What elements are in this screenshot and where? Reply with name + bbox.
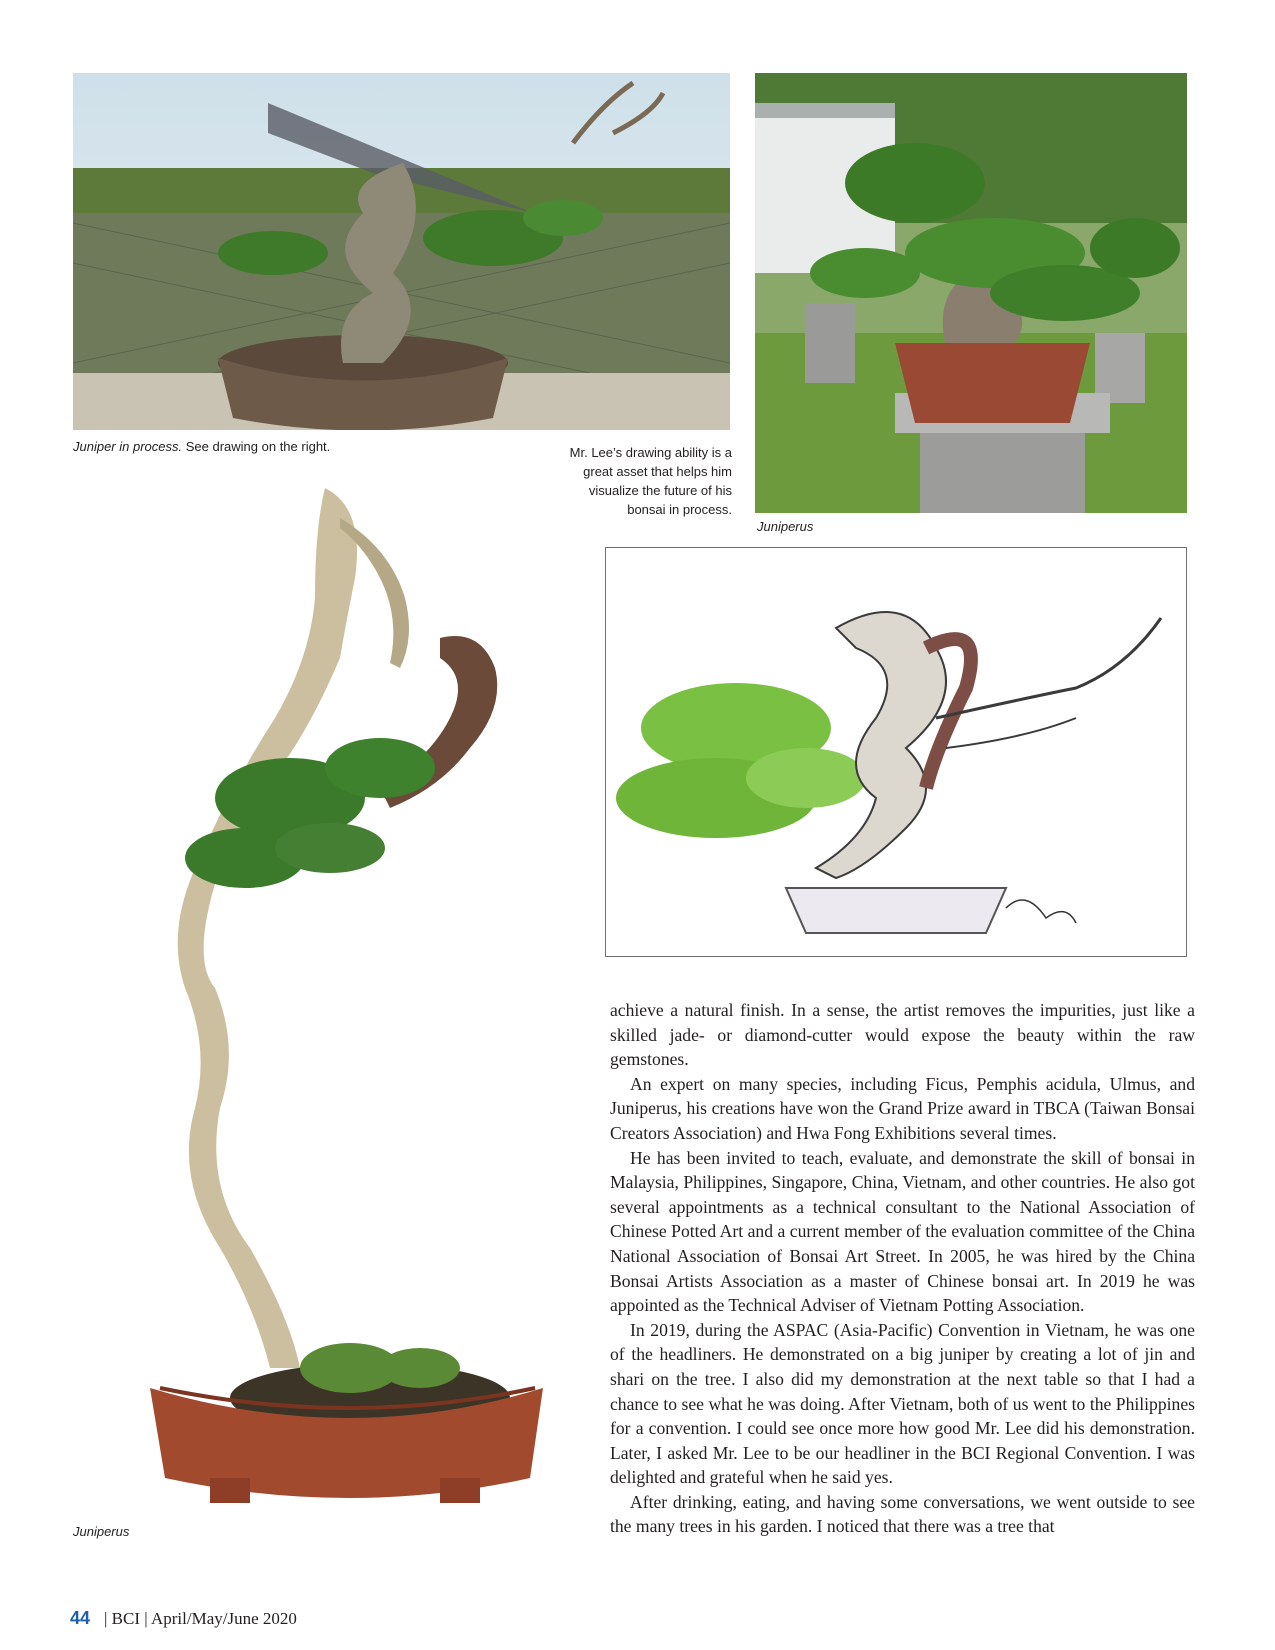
- caption-juniper-in-process-rest: See drawing on the right.: [182, 439, 331, 454]
- caption-drawing-note-line: great asset that helps him: [583, 464, 732, 479]
- article-paragraph: After drinking, eating, and having some conversations, we went outside to see the many trees in his garden. I noticed that there was a tree that: [610, 1491, 1195, 1537]
- article-paragraph: He has been invited to teach, evaluate, and demonstrate the skill of bonsai in Malaysia, Philippines, Singapore, China, Vietnam, and other countries. He also got several appointments as a technical consultant to the National Association of Chinese Potted Art and a current member of the evaluation committee of the China National Association of Bonsai Art Street. In 2005, he was hired by the China Bonsai Artists Association as a master of Chinese bonsai art. In 2019 he was appointed as the Technical Adviser of Vietnam Potting Association.: [610, 1147, 1195, 1316]
- page-footer: [70, 1608, 297, 1629]
- caption-juniperus-top-right: [757, 517, 813, 536]
- article-body: [610, 998, 1195, 1539]
- article-paragraph: In 2019, during the ASPAC (Asia-Pacific) Convention in Vietnam, he was one of the headliners. He demonstrated on a big juniper by creating a lot of jin and shari on the tree. I also did my demonstration at the next table so that I had a chance to see what he was doing. After Vietnam, both of us went to the Philippines for a convention. I could see once more how good Mr. Lee did his demonstration. Later, I asked Mr. Lee to be our headliner in the BCI Regional Convention. I was delighted and grateful when he said yes.: [610, 1319, 1195, 1488]
- juniperus-large-photo: [150, 488, 543, 1558]
- caption-juniperus-top-right-text: Juniperus: [757, 519, 814, 534]
- page-number: 44: [70, 1608, 91, 1628]
- caption-juniperus-bottom-left-text: Juniperus: [73, 1524, 130, 1539]
- article-paragraph: An expert on many species, including Ficus, Pemphis acidula, Ulmus, and Juniperus, his creations have won the Grand Prize award in TBCA (Taiwan Bonsai Creators Association) and Hwa Fong Exhibitions several times.: [610, 1073, 1195, 1143]
- article-paragraph: achieve a natural finish. In a sense, the artist removes the impurities, just like a skilled jade- or diamond-cutter would expose the beauty within the raw gemstones.: [610, 1000, 1195, 1070]
- caption-juniperus-bottom-left: [73, 1522, 129, 1541]
- caption-drawing-note-line: bonsai in process.: [627, 502, 732, 517]
- caption-juniper-in-process: [73, 437, 330, 456]
- caption-drawing-note-line: visualize the future of his: [588, 483, 732, 498]
- caption-drawing-note-line: Mr. Lee’s drawing ability is a: [569, 445, 732, 460]
- caption-juniper-in-process-italic: Juniper in process.: [73, 439, 183, 454]
- juniperus-garden-photo: [755, 73, 1187, 513]
- bonsai-drawing-image: [605, 547, 1187, 957]
- juniper-in-process-photo: [73, 73, 730, 430]
- publication-info: | BCI | April/May/June 2020: [104, 1609, 297, 1628]
